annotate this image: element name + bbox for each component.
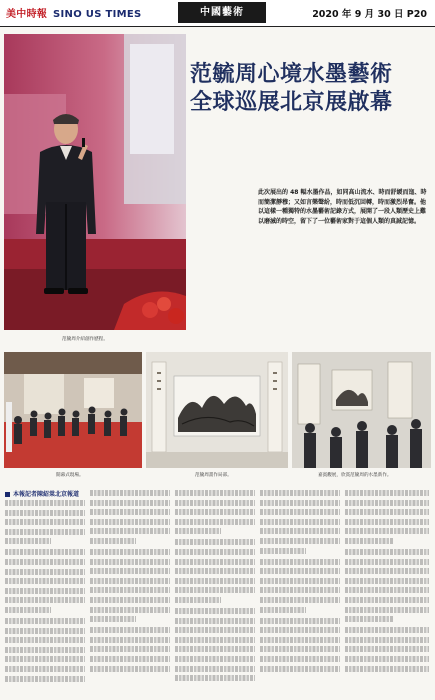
photo-opening-caption: 開幕式現場。 <box>56 473 84 478</box>
body-column-4 <box>260 490 340 692</box>
photo-opening-ceremony <box>4 352 142 468</box>
body-column-5 <box>345 490 429 692</box>
body-column-1 <box>5 500 85 692</box>
masthead-logo <box>6 5 142 20</box>
hero-photo-speaker <box>4 34 186 330</box>
page-header <box>0 0 435 27</box>
issue-dateline: 2020 年 9 月 30 日 P20 <box>312 9 427 20</box>
bullet-square-icon <box>5 492 10 497</box>
article-headline <box>190 60 430 116</box>
logo-english: SINO US TIMES <box>53 9 142 20</box>
logo-chinese: 美中時報 <box>6 9 48 20</box>
body-column-3 <box>175 490 255 692</box>
body-column-2 <box>90 490 170 692</box>
headline-line-1: 范毓周心境水墨藝術 <box>190 61 393 87</box>
photo-painting-detail <box>146 352 288 468</box>
section-label: 中國藝術 <box>178 2 266 23</box>
article-byline <box>5 489 79 498</box>
article-intro: 此次展出的 48 幅水墨作品，如同高山流水、時而舒緩而迤、時而簡潔靜穆；又如言樂聲紛，時而低沉回轉，時而激烈昂奮。他以這樣一種獨特的水墨藝術記錄方式，展開了一段人類歷史上難以磨滅的時空，留下了一位藝術家對于這個人類的真誠記憶。 <box>258 189 427 225</box>
byline-text: 本報記者陳紹棠北京報道 <box>13 491 80 498</box>
photo-guests-caption: 嘉賓觀展，欣賞范毓周的水墨新作。 <box>318 473 392 478</box>
hero-photo-caption: 范毓周介紹創作歷程。 <box>62 337 108 342</box>
headline-line-2: 全球巡展北京展啟幕 <box>190 89 393 115</box>
photo-guests-viewing <box>292 352 431 468</box>
photo-painting-caption: 范毓周畫作局部。 <box>195 473 232 478</box>
